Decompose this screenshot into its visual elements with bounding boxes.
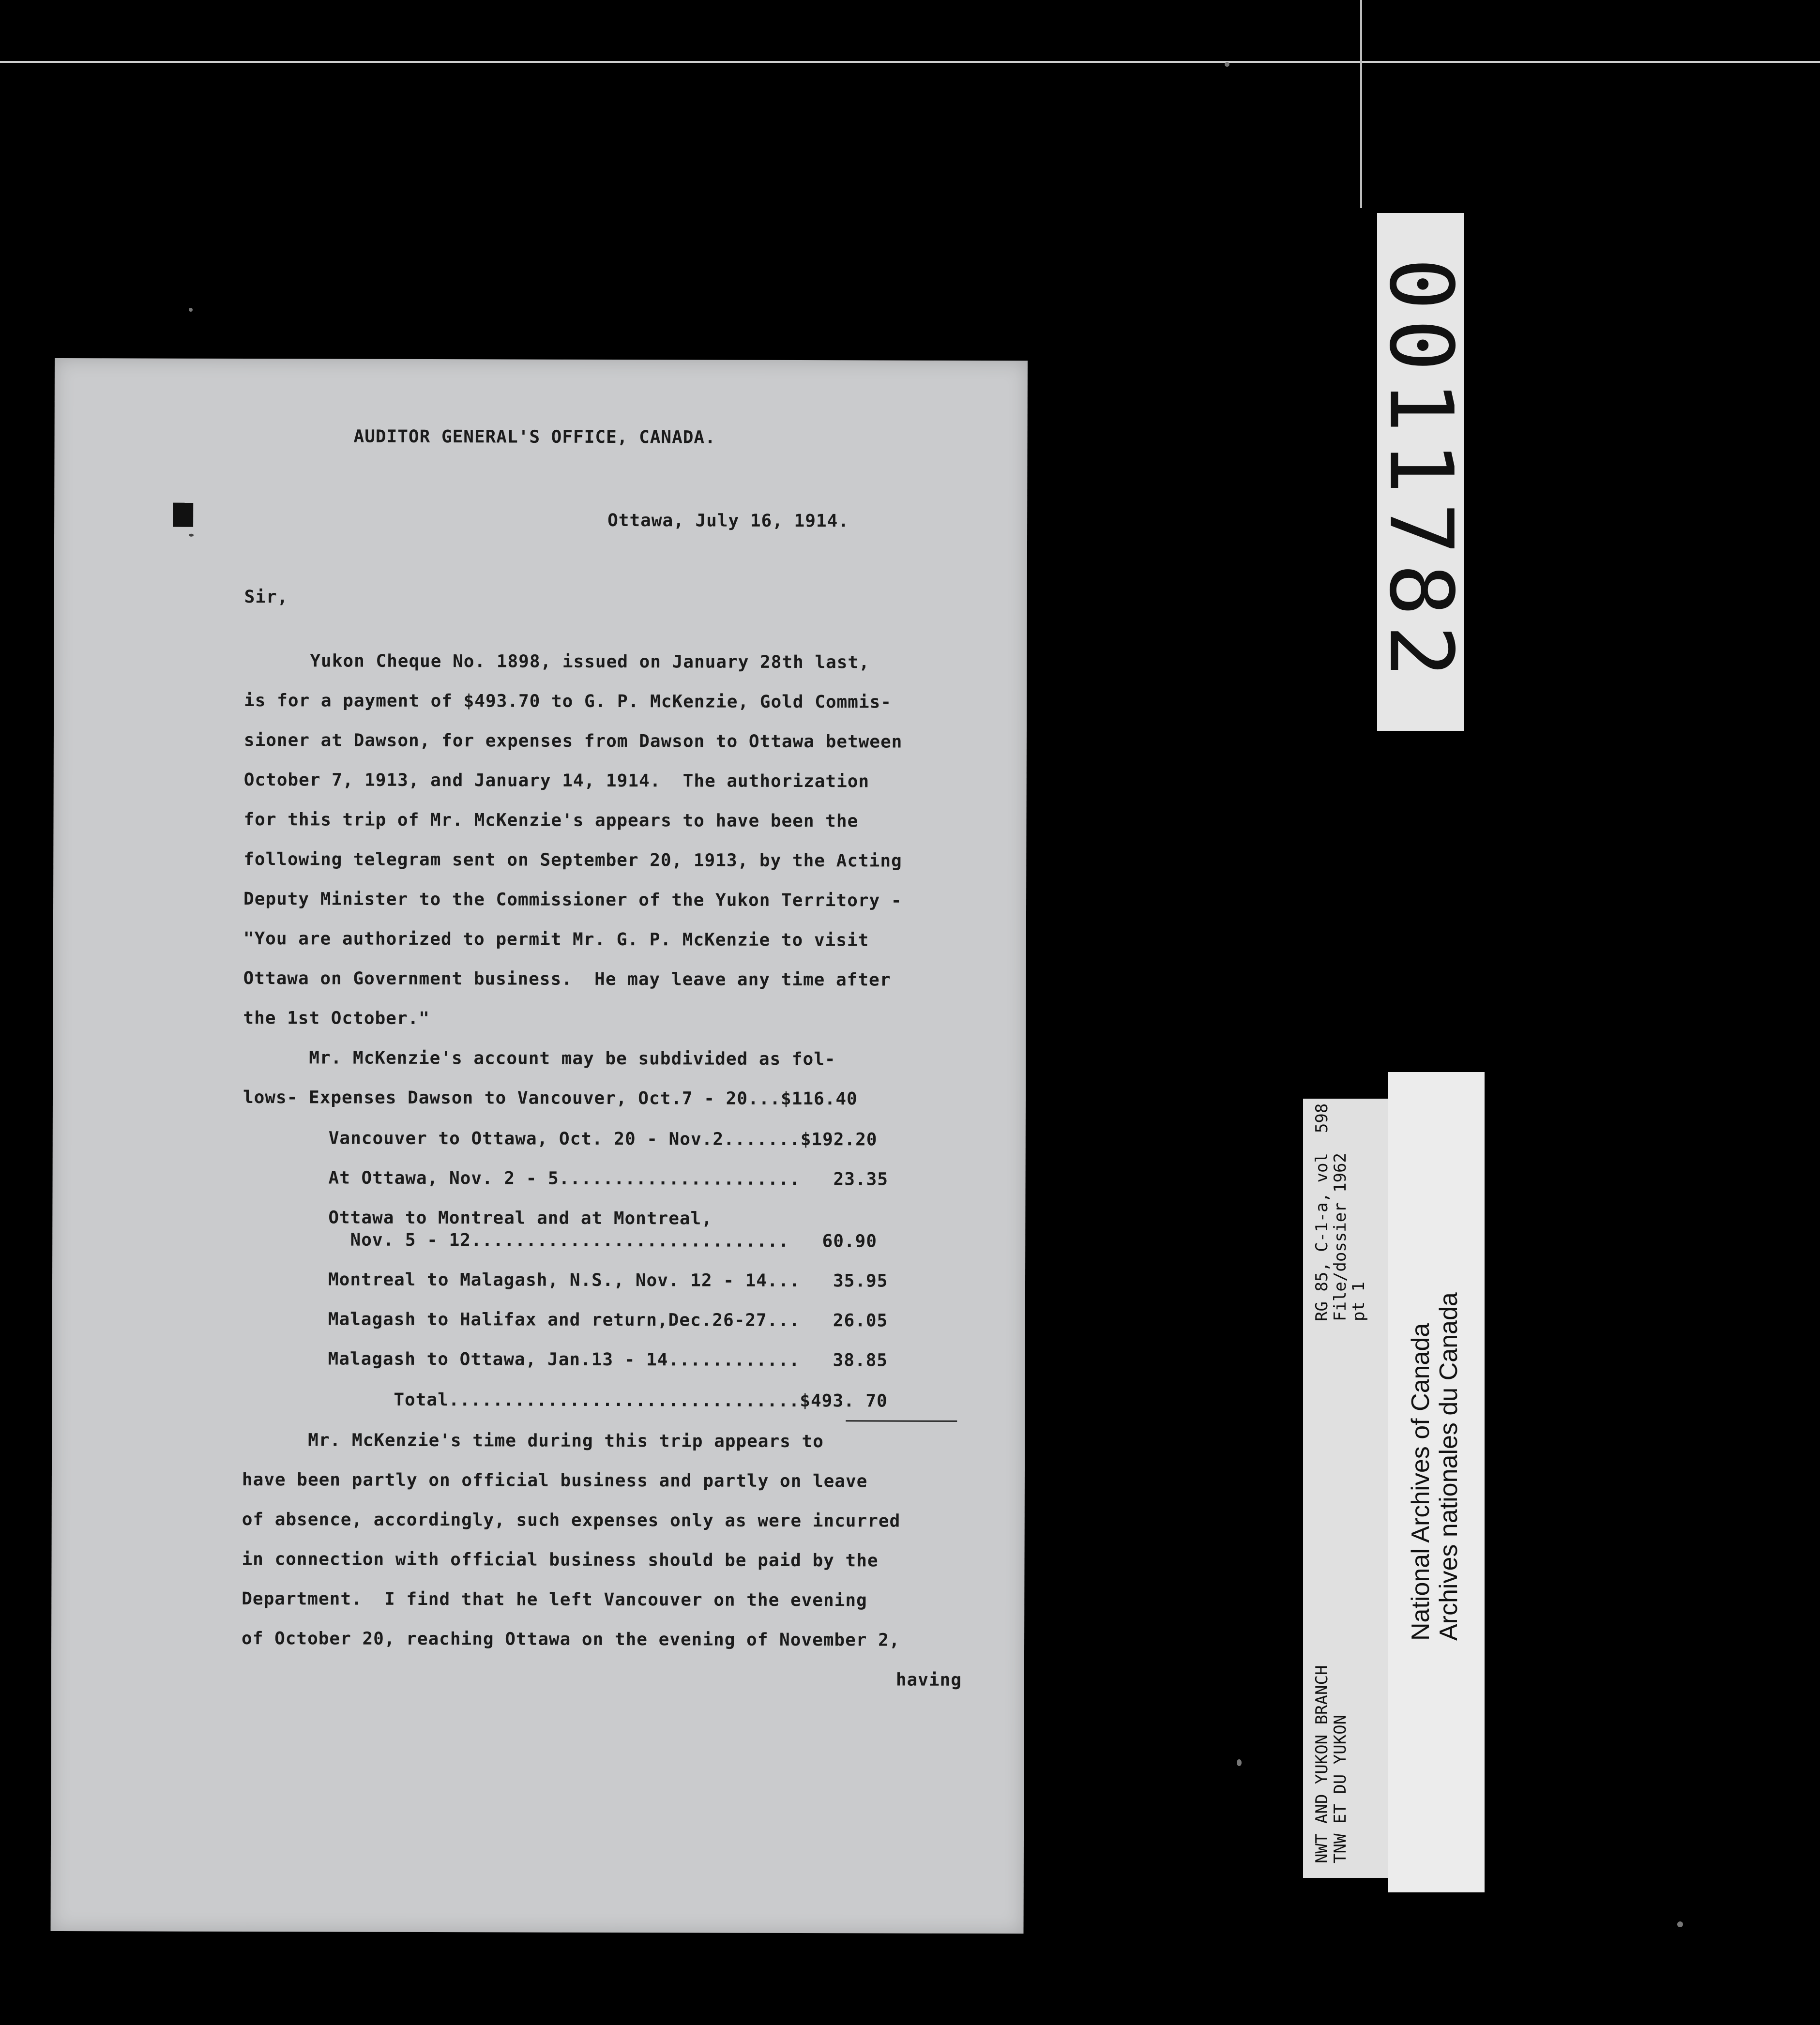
body-line: Department. I find that he left Vancouver on the evening — [242, 1589, 867, 1611]
archives-label — [1388, 1072, 1485, 1892]
body-line: Ottawa on Government business. He may leave any time after — [243, 968, 891, 990]
body-line: Deputy Minister to the Commissioner of the Yukon Territory - — [243, 889, 902, 911]
account-total: Total................................$493. 70 — [328, 1390, 888, 1411]
branch-line: TNW ET DU YUKON — [1331, 1714, 1350, 1863]
letter-page — [50, 358, 1028, 1934]
film-edge-mark — [1360, 0, 1362, 208]
account-item: At Ottawa, Nov. 2 - 5...................... 23.35 — [328, 1168, 888, 1190]
film-edge-rule — [0, 61, 1820, 63]
account-item: Vancouver to Ottawa, Oct. 20 - Nov.2.......$192.20 — [328, 1128, 878, 1150]
frame-number: 0011782 — [1370, 257, 1471, 686]
body-line: of absence, accordingly, such expenses only as were incurred — [242, 1510, 901, 1531]
file-reference-label — [1303, 1099, 1390, 1878]
body-line: October 7, 1913, and January 14, 1914. The authorization — [243, 770, 870, 792]
body-line: following telegram sent on September 20, 1913, by the Acting — [243, 849, 902, 871]
file-ref-line: File/dossier 1962 — [1331, 1153, 1350, 1321]
archives-name-en: National Archives of Canada — [1407, 1323, 1435, 1641]
body-line: is for a payment of $493.70 to G. P. McKenzie, Gold Commis- — [244, 691, 892, 712]
account-item: Ottawa to Montreal and at Montreal, — [328, 1208, 713, 1229]
letterhead: AUDITOR GENERAL'S OFFICE, CANADA. — [353, 426, 716, 448]
body-line: Mr. McKenzie's time during this trip appears to — [242, 1430, 824, 1452]
archives-name-fr: Archives nationales du Canada — [1435, 1292, 1463, 1641]
dust-speck — [189, 308, 193, 312]
date-line: Ottawa, July 16, 1914. — [607, 510, 849, 531]
body-line: for this trip of Mr. McKenzie's appears to have been the — [243, 810, 859, 831]
account-intro-line: lows- Expenses Dawson to Vancouver, Oct.7 - 20...$116.40 — [243, 1088, 858, 1109]
catchword: having — [895, 1670, 962, 1690]
punch-hole-mark — [173, 503, 193, 527]
account-intro-line: Mr. McKenzie's account may be subdivided as fol- — [243, 1048, 836, 1070]
body-line: have been partly on official business and partly on leave — [242, 1470, 868, 1492]
body-line: Yukon Cheque No. 1898, issued on January 28th last, — [244, 651, 870, 673]
account-item: Malagash to Ottawa, Jan.13 - 14............ 38.85 — [328, 1349, 888, 1371]
account-item: Malagash to Halifax and return,Dec.26-27... 26.05 — [328, 1309, 888, 1331]
dust-speck — [1237, 1759, 1242, 1766]
body-line: the 1st October." — [243, 1008, 430, 1029]
body-line: of October 20, reaching Ottawa on the evening of November 2, — [242, 1629, 900, 1650]
salutation: Sir, — [244, 587, 288, 607]
total-underline — [846, 1420, 957, 1422]
frame-number-strip — [1370, 213, 1471, 731]
ink-dot — [189, 534, 194, 537]
body-line: "You are authorized to permit Mr. G. P. McKenzie to visit — [243, 929, 869, 951]
body-line: sioner at Dawson, for expenses from Dawson to Ottawa between — [243, 730, 903, 752]
account-item: Montreal to Malagash, N.S., Nov. 12 - 14... 35.95 — [328, 1269, 888, 1291]
branch-line: NWT AND YUKON BRANCH — [1312, 1665, 1332, 1863]
body-line: in connection with official business should be paid by the — [242, 1549, 879, 1571]
dust-speck — [1677, 1921, 1683, 1927]
file-ref-line: pt 1 — [1349, 1282, 1368, 1321]
account-item: Nov. 5 - 12............................. 60.90 — [328, 1230, 877, 1252]
file-ref-line: RG 85, C-1-a, vol 598 — [1312, 1103, 1332, 1321]
dust-speck — [1225, 62, 1229, 67]
